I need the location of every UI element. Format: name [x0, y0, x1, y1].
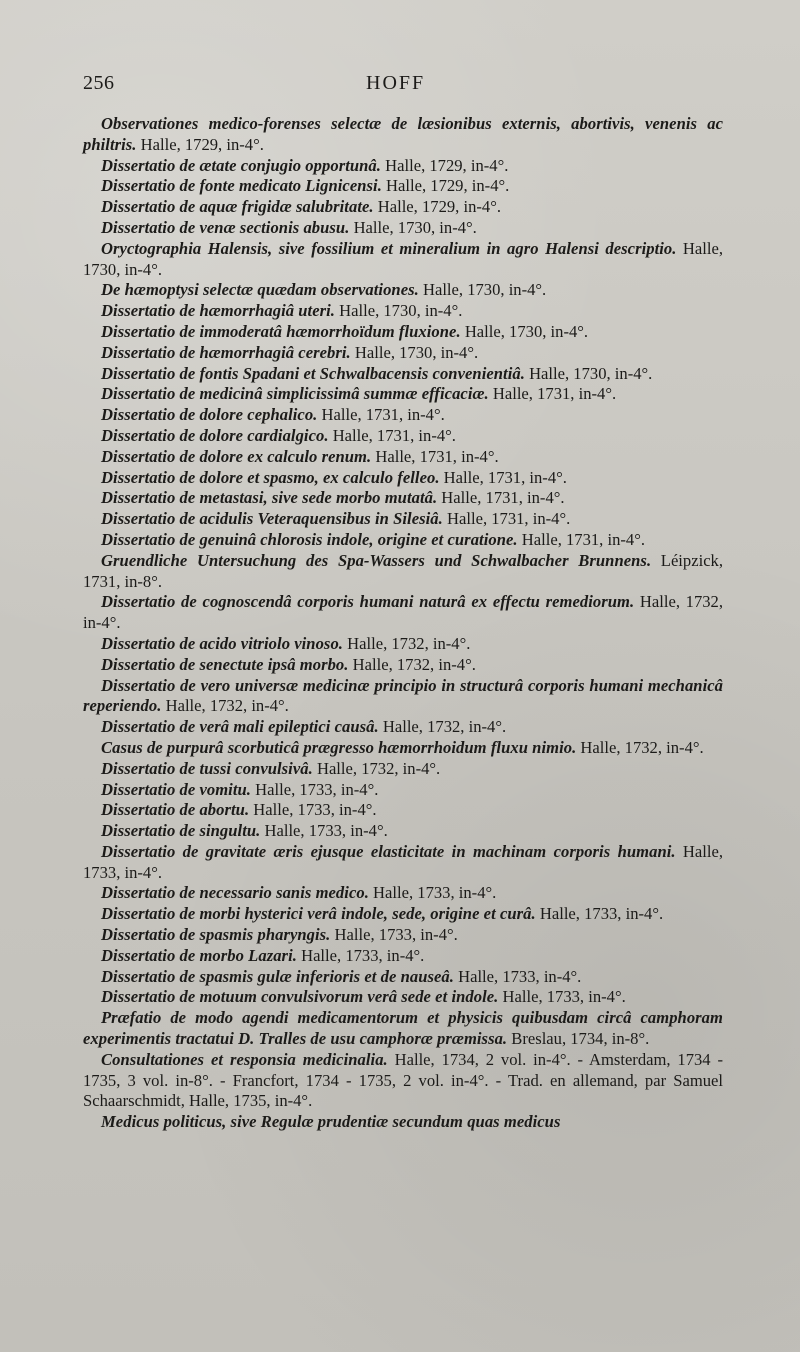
- entry-publication: Halle, 1730, in-4°.: [418, 280, 547, 300]
- entry-title: Dissertatio de aquæ frigidæ salubritate.: [101, 197, 374, 217]
- entry-title: Casus de purpurâ scorbuticâ prægresso hæmorrhoidum fluxu nimio.: [101, 737, 577, 757]
- entry-publication: Halle, 1732, in-4°.: [378, 717, 507, 737]
- entry-title: Dissertatio de morbi hysterici verâ indole, sede, origine et curâ.: [101, 904, 536, 924]
- entry-title: Dissertatio de immoderatâ hæmorrhoïdum fluxione.: [101, 321, 461, 341]
- bibliography-entry: [83, 780, 723, 801]
- entry-publication: Halle, 1731, in-4°.: [371, 446, 499, 466]
- entry-title: Oryctographia Halensis, sive fossilium et mineralium in agro Halensi descriptio.: [101, 238, 677, 258]
- bibliography-entry: [83, 384, 723, 405]
- entry-publication: Halle, 1733, in-4°.: [453, 966, 582, 986]
- entry-title: Gruendliche Untersuchung des Spa-Wassers und Schwalbacher Brunnens.: [101, 550, 652, 570]
- entry-publication: Halle, 1732, in-4°.: [343, 633, 471, 653]
- entry-title: Dissertatio de dolore cardialgico.: [101, 425, 329, 445]
- bibliography-entry: [83, 925, 723, 946]
- entry-publication: Halle, 1733, in-4°.: [249, 800, 377, 820]
- bibliography-entry: [83, 1112, 723, 1133]
- entry-publication: Halle, 1733, in-4°.: [260, 821, 388, 841]
- entry-publication: Halle, 1733, in-4°.: [330, 925, 458, 945]
- entry-title: Dissertatio de venæ sectionis abusu.: [101, 217, 350, 237]
- entry-publication: Halle, 1729, in-4°.: [136, 134, 264, 154]
- entry-title: Dissertatio de acidulis Veteraquensibus in Silesiâ.: [101, 509, 443, 529]
- entry-publication: Halle, 1732, in-4°.: [312, 758, 441, 778]
- entry-publication: Halle, 1733, in-4°.: [296, 945, 425, 965]
- entry-title: Dissertatio de ætate conjugio opportunâ.: [101, 155, 381, 175]
- entry-publication: Halle, 1732, in-4°.: [348, 654, 476, 674]
- bibliography-entry: [83, 156, 723, 177]
- entry-title: Dissertatio de spasmis pharyngis.: [101, 925, 331, 945]
- bibliography-entry: [83, 676, 723, 718]
- entry-publication: Halle, 1731, in-4°.: [437, 488, 565, 508]
- bibliography-entry: [83, 592, 723, 634]
- entry-publication: Halle, 1731, in-4°.: [488, 384, 617, 404]
- entry-title: Dissertatio de cognoscendâ corporis humani naturâ ex effectu remediorum.: [101, 592, 635, 612]
- entry-publication: Halle, 1729, in-4°.: [381, 176, 510, 196]
- bibliography-entry: [83, 322, 723, 343]
- bibliography-entry: [83, 301, 723, 322]
- bibliography-entry: [83, 904, 723, 925]
- entry-title: De hæmoptysi selectæ quædam observationes.: [101, 280, 419, 300]
- entry-title: Dissertatio de genuinâ chlorosis indole, origine et curatione.: [101, 529, 518, 549]
- entry-title: Dissertatio de vomitu.: [101, 779, 251, 799]
- bibliography-list: [83, 114, 723, 1133]
- entry-publication: Halle, 1732, in-4°.: [83, 592, 723, 633]
- bibliography-entry: [83, 717, 723, 738]
- entry-publication: Halle, 1731, in-4°.: [317, 405, 445, 425]
- running-head: HOFF: [366, 72, 426, 94]
- page-header: [83, 72, 720, 106]
- entry-publication: Halle, 1733, in-4°.: [498, 987, 626, 1007]
- entry-title: Dissertatio de senectute ipsâ morbo.: [101, 654, 349, 674]
- bibliography-entry: [83, 176, 723, 197]
- bibliography-entry: [83, 426, 723, 447]
- bibliography-entry: [83, 530, 723, 551]
- entry-title: Dissertatio de fontis Spadani et Schwalbacensis convenientiâ.: [101, 363, 525, 383]
- entry-publication: Halle, 1733, in-4°.: [368, 883, 497, 903]
- entry-publication: Halle, 1732, in-4°.: [161, 696, 289, 716]
- entry-title: Præfatio de modo agendi medicamentorum et physicis quibusdam circâ camphoram experimentis tractatui D. Tralles de usu camphoræ præmissa.: [83, 1008, 723, 1049]
- bibliography-entry: [83, 1008, 723, 1050]
- bibliography-entry: [83, 405, 723, 426]
- entry-title: Dissertatio de abortu.: [101, 800, 250, 820]
- bibliography-entry: [83, 967, 723, 988]
- entry-publication: Halle, 1730, in-4°.: [350, 342, 479, 362]
- entry-title: Dissertatio de vero universæ medicinæ principio in structurâ corporis humani mechanicâ reperiendo.: [83, 675, 723, 716]
- bibliography-entry: [83, 946, 723, 967]
- bibliography-entry: [83, 800, 723, 821]
- entry-publication: Halle, 1730, in-4°.: [83, 238, 724, 279]
- entry-publication: Halle, 1733, in-4°.: [535, 904, 664, 924]
- bibliography-entry: [83, 280, 723, 301]
- bibliography-entry: [83, 114, 723, 156]
- bibliography-entry: [83, 1050, 723, 1112]
- entry-publication: Léipzick, 1731, in-8°.: [83, 550, 724, 591]
- entry-title: Medicus politicus, sive Regulæ prudentiæ secundum quas medicus: [101, 1112, 561, 1132]
- entry-publication: Halle, 1729, in-4°.: [380, 155, 509, 175]
- entry-publication: Halle, 1733, in-4°.: [83, 841, 723, 882]
- bibliography-entry: [83, 987, 723, 1008]
- entry-title: Dissertatio de singultu.: [101, 821, 261, 841]
- bibliography-entry: [83, 551, 723, 593]
- entry-title: Dissertatio de dolore et spasmo, ex calculo felleo.: [101, 467, 440, 487]
- entry-publication: Halle, 1730, in-4°.: [524, 363, 653, 383]
- entry-title: Dissertatio de medicinâ simplicissimâ summæ efficaciæ.: [101, 384, 489, 404]
- entry-title: Dissertatio de motuum convulsivorum verâ sede et indole.: [101, 987, 499, 1007]
- entry-title: Dissertatio de necessario sanis medico.: [101, 883, 369, 903]
- entry-title: Dissertatio de metastasi, sive sede morbo mutatâ.: [101, 488, 438, 508]
- bibliography-entry: [83, 509, 723, 530]
- entry-publication: Halle, 1730, in-4°.: [349, 217, 477, 237]
- bibliography-entry: [83, 634, 723, 655]
- entry-title: Dissertatio de tussi convulsivâ.: [101, 758, 313, 778]
- entry-title: Dissertatio de gravitate æris ejusque elasticitate in machinam corporis humani.: [101, 841, 676, 861]
- entry-publication: Halle, 1732, in-4°.: [576, 737, 704, 757]
- entry-publication: Breslau, 1734, in-8°.: [507, 1029, 650, 1049]
- entry-title: Dissertatio de dolore cephalico.: [101, 405, 318, 425]
- bibliography-entry: [83, 239, 723, 281]
- bibliography-entry: [83, 447, 723, 468]
- bibliography-entry: [83, 759, 723, 780]
- entry-publication: Halle, 1730, in-4°.: [460, 321, 589, 341]
- bibliography-entry: [83, 343, 723, 364]
- entry-title: Dissertatio de hæmorrhagiâ cerebri.: [101, 342, 351, 362]
- bibliography-entry: [83, 821, 723, 842]
- page-number: 256: [83, 72, 115, 94]
- entry-title: Dissertatio de fonte medicato Lignicensi.: [101, 176, 382, 196]
- entry-title: Observationes medico-forenses selectæ de læsionibus externis, abortivis, venenis ac philtris.: [83, 114, 723, 154]
- bibliography-entry: [83, 488, 723, 509]
- entry-title: Dissertatio de acido vitriolo vinoso.: [101, 633, 343, 653]
- bibliography-entry: [83, 468, 723, 489]
- entry-title: Dissertatio de verâ mali epileptici causâ.: [101, 717, 379, 737]
- entry-title: Dissertatio de dolore ex calculo renum.: [101, 446, 372, 466]
- bibliography-entry: [83, 364, 723, 385]
- bibliography-entry: [83, 842, 723, 884]
- entry-publication: Halle, 1729, in-4°.: [373, 197, 501, 217]
- entry-publication: Halle, 1734, 2 vol. in-4°. - Amsterdam, 1734 - 1735, 3 vol. in-8°. - Francfort, 1734 - 1735, 2 vol. in-4°. - Trad. en allemand, par Samuel Schaarschmidt, Halle, 1735, in-4°.: [83, 1049, 723, 1111]
- bibliography-entry: [83, 197, 723, 218]
- entry-publication: Halle, 1733, in-4°.: [250, 779, 379, 799]
- entry-publication: Halle, 1730, in-4°.: [335, 301, 463, 321]
- entry-title: Dissertatio de morbo Lazari.: [101, 945, 297, 965]
- bibliography-entry: [83, 655, 723, 676]
- entry-title: Consultationes et responsia medicinalia.: [101, 1049, 388, 1069]
- entry-publication: Halle, 1731, in-4°.: [328, 425, 456, 445]
- entry-publication: Halle, 1731, in-4°.: [439, 467, 567, 487]
- bibliography-entry: [83, 738, 723, 759]
- entry-publication: Halle, 1731, in-4°.: [442, 509, 571, 529]
- entry-title: Dissertatio de spasmis gulæ inferioris et de nauseâ.: [101, 966, 454, 986]
- bibliography-entry: [83, 218, 723, 239]
- bibliography-entry: [83, 883, 723, 904]
- entry-title: Dissertatio de hæmorrhagiâ uteri.: [101, 301, 335, 321]
- entry-publication: Halle, 1731, in-4°.: [517, 529, 645, 549]
